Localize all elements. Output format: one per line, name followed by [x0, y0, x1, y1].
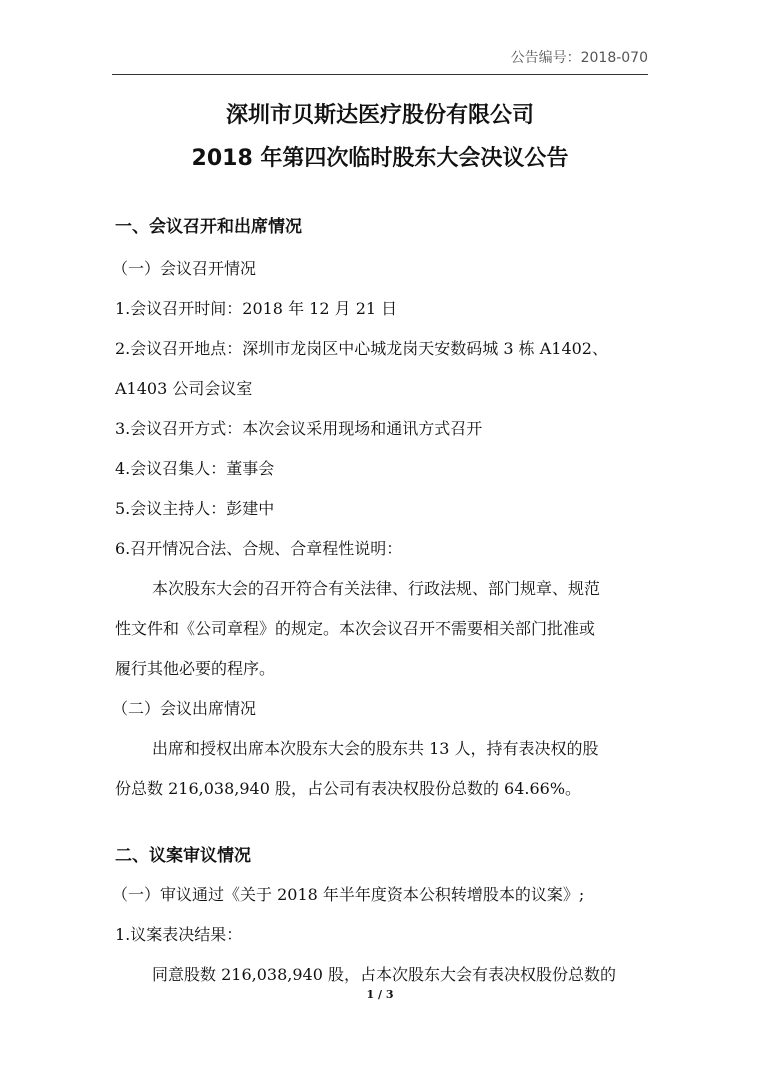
meeting-method: 3.会议召开方式：本次会议采用现场和通讯方式召开: [115, 419, 483, 438]
meeting-time: 1.会议召开时间：2018 年 12 月 21 日: [115, 299, 398, 318]
page-number: 1 / 3: [366, 988, 394, 1001]
meeting-host: 5.会议主持人：彭建中: [115, 499, 275, 518]
attendance-text: 份总数 216,038,940 股，占公司有表决权股份总数的 64.66%。: [115, 779, 582, 798]
document-title-meeting: 2018 年第四次临时股东大会决议公告: [191, 146, 569, 171]
vote-result-item: 1.议案表决结果：: [115, 925, 243, 944]
header-divider: [112, 74, 648, 75]
notice-number: 公告编号：2018-070: [510, 50, 648, 66]
meeting-location-cont: A1403 公司会议室: [115, 379, 253, 398]
document-title-company: 深圳市贝斯达医疗股份有限公司: [225, 103, 534, 128]
attendance-text: 出席和授权出席本次股东大会的股东共 13 人，持有表决权的股: [152, 739, 599, 758]
vote-result-text: 同意股数 216,038,940 股，占本次股东大会有表决权股份总数的: [152, 965, 616, 984]
section-heading-2: 二、议案审议情况: [115, 846, 251, 866]
legality-text: 本次股东大会的召开符合有关法律、行政法规、部门规章、规范: [152, 579, 601, 598]
section-heading-1: 一、会议召开和出席情况: [115, 217, 302, 237]
legality-text: 履行其他必要的程序。: [115, 659, 276, 678]
subsection-heading: （一）审议通过《关于 2018 年半年度资本公积转增股本的议案》;: [112, 885, 585, 904]
meeting-convener: 4.会议召集人：董事会: [115, 459, 275, 478]
legality-item: 6.召开情况合法、合规、合章程性说明：: [115, 539, 403, 558]
subsection-heading: （二）会议出席情况: [112, 699, 257, 718]
meeting-location: 2.会议召开地点：深圳市龙岗区中心城龙岗天安数码城 3 栋 A1402、: [115, 339, 608, 358]
legality-text: 性文件和《公司章程》的规定。本次会议召开不需要相关部门批准或: [115, 619, 596, 638]
subsection-heading: （一）会议召开情况: [112, 259, 257, 278]
